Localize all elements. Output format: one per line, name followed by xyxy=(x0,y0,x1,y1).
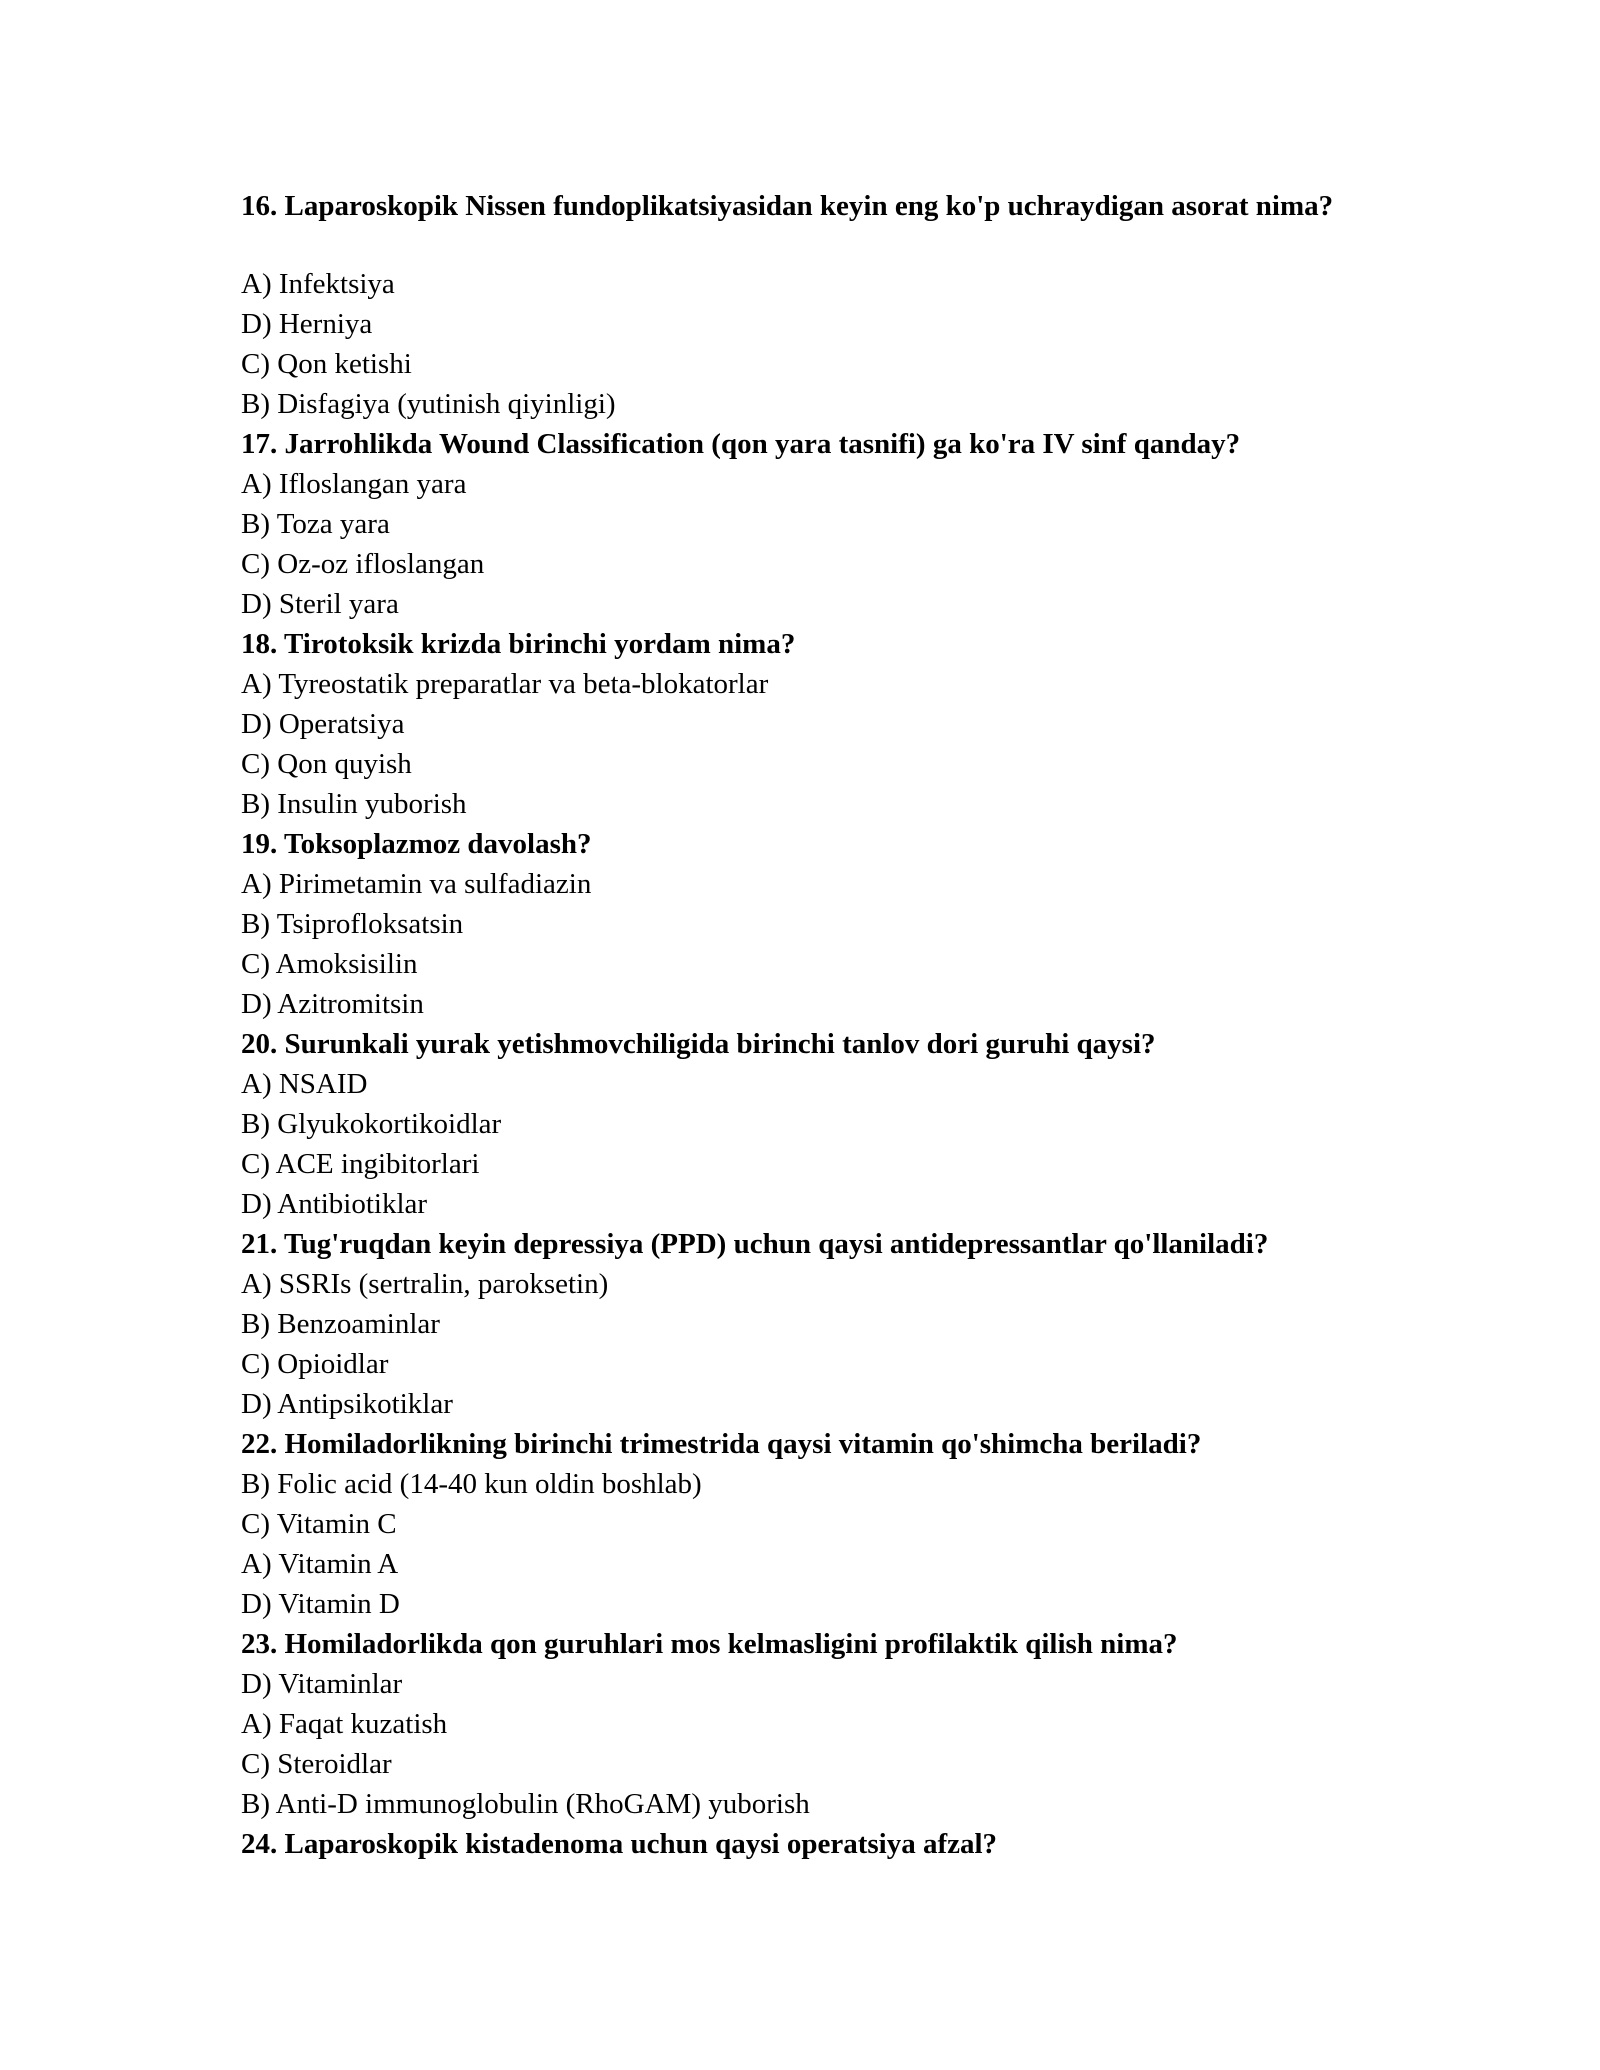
answer-option: C) Steroidlar xyxy=(241,1748,392,1780)
answer-option: C) Vitamin C xyxy=(241,1508,397,1540)
question-21 xyxy=(241,1224,1381,1424)
answer-option: A) Faqat kuzatish xyxy=(241,1708,448,1740)
answer-option: C) Qon quyish xyxy=(241,748,412,780)
answer-option: B) Insulin yuborish xyxy=(241,788,467,820)
question-22 xyxy=(241,1424,1381,1624)
answer-option: C) ACE ingibitorlari xyxy=(241,1148,480,1180)
question-title: 22. Homiladorlikning birinchi trimestrida qaysi vitamin qo'shimcha beriladi? xyxy=(241,1428,1202,1460)
question-18 xyxy=(241,624,1381,824)
answer-option: B) Tsiprofloksatsin xyxy=(241,908,464,940)
answer-option: C) Amoksisilin xyxy=(241,948,418,980)
question-20 xyxy=(241,1024,1381,1224)
answer-option: B) Disfagiya (yutinish qiyinligi) xyxy=(241,388,616,420)
answer-option: C) Oz-oz ifloslangan xyxy=(241,548,485,580)
answer-option: B) Folic acid (14-40 kun oldin boshlab) xyxy=(241,1468,702,1500)
answer-option: A) Infektsiya xyxy=(241,268,395,300)
answer-option: B) Benzoaminlar xyxy=(241,1308,440,1340)
question-title: 21. Tug'ruqdan keyin depressiya (PPD) uchun qaysi antidepressantlar qo'llaniladi? xyxy=(241,1228,1269,1260)
question-16 xyxy=(241,188,1381,424)
answer-option: D) Vitamin D xyxy=(241,1588,400,1620)
question-24 xyxy=(241,1824,1381,1864)
answer-option: D) Steril yara xyxy=(241,588,399,620)
answer-option: B) Toza yara xyxy=(241,508,390,540)
question-list xyxy=(241,188,1381,1864)
question-19 xyxy=(241,824,1381,1024)
answer-option: A) NSAID xyxy=(241,1068,368,1100)
question-title: 20. Surunkali yurak yetishmovchiligida birinchi tanlov dori guruhi qaysi? xyxy=(241,1028,1156,1060)
answer-option: A) Ifloslangan yara xyxy=(241,468,467,500)
question-title: 16. Laparoskopik Nissen fundoplikatsiyasidan keyin eng ko'p uchraydigan asorat nima? xyxy=(241,190,1334,222)
answer-option: B) Glyukokortikoidlar xyxy=(241,1108,502,1140)
answer-option: B) Anti-D immunoglobulin (RhoGAM) yuborish xyxy=(241,1788,810,1820)
answer-option: C) Opioidlar xyxy=(241,1348,389,1380)
question-title: 17. Jarrohlikda Wound Classification (qon yara tasnifi) ga ko'ra IV sinf qanday? xyxy=(241,428,1241,460)
answer-option: A) Tyreostatik preparatlar va beta-blokatorlar xyxy=(241,668,769,700)
answer-option: A) Pirimetamin va sulfadiazin xyxy=(241,868,592,900)
question-17 xyxy=(241,424,1381,624)
answer-option: D) Vitaminlar xyxy=(241,1668,403,1700)
question-title: 23. Homiladorlikda qon guruhlari mos kelmasligini profilaktik qilish nima? xyxy=(241,1628,1178,1660)
question-title: 24. Laparoskopik kistadenoma uchun qaysi operatsiya afzal? xyxy=(241,1828,998,1860)
answer-option: D) Antipsikotiklar xyxy=(241,1388,453,1420)
question-title: 19. Toksoplazmoz davolash? xyxy=(241,828,592,860)
answer-option: D) Herniya xyxy=(241,308,373,340)
answer-option: D) Operatsiya xyxy=(241,708,405,740)
answer-option: D) Azitromitsin xyxy=(241,988,424,1020)
question-23 xyxy=(241,1624,1381,1824)
answer-option: A) SSRIs (sertralin, paroksetin) xyxy=(241,1268,609,1300)
answer-option: D) Antibiotiklar xyxy=(241,1188,428,1220)
answer-option: A) Vitamin A xyxy=(241,1548,399,1580)
answer-option: C) Qon ketishi xyxy=(241,348,412,380)
question-title: 18. Tirotoksik krizda birinchi yordam nima? xyxy=(241,628,796,660)
